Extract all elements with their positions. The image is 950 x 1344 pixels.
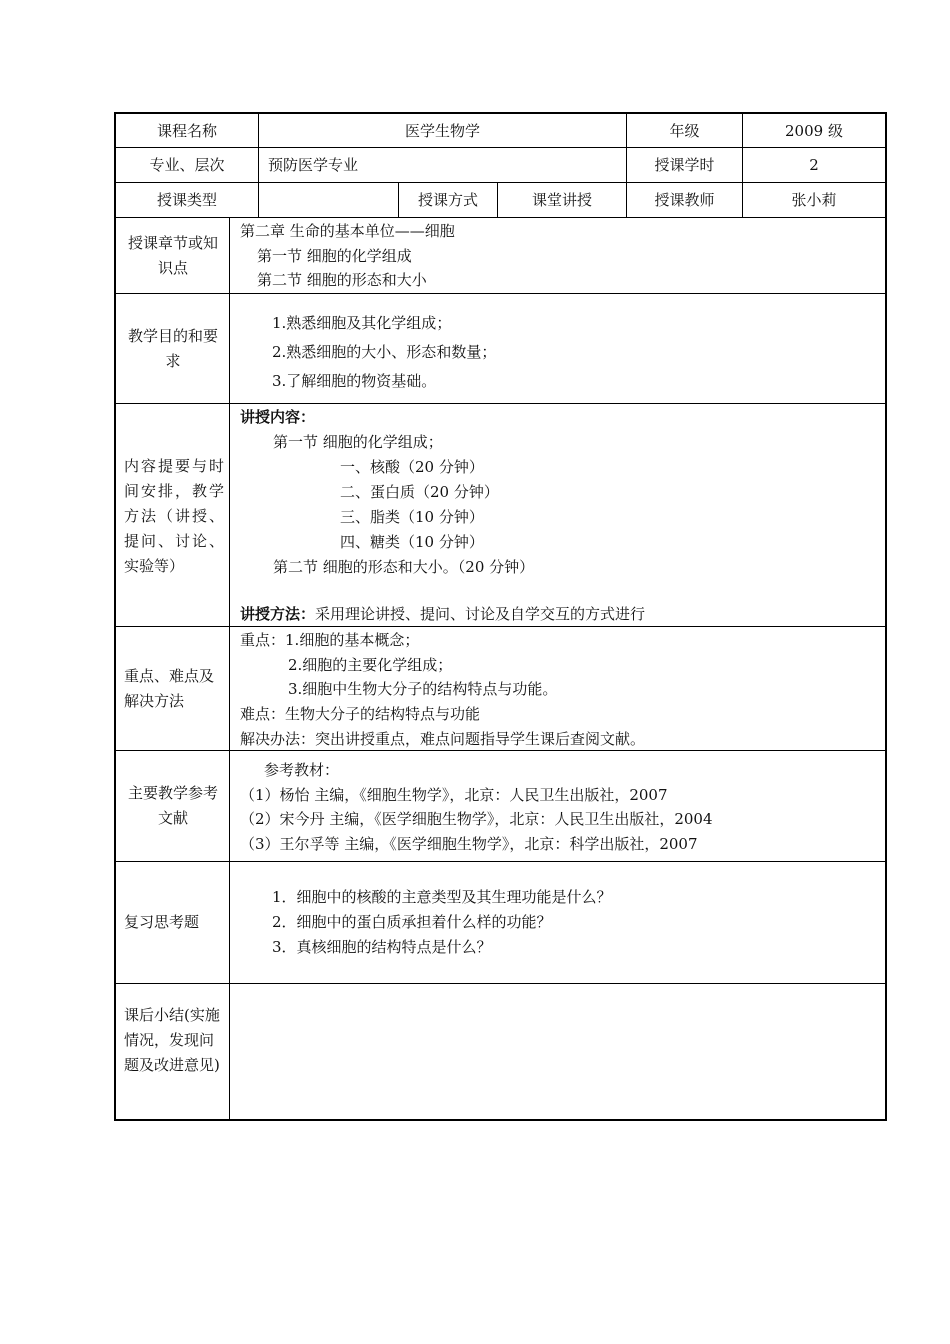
reference-item: （2）宋今丹 主编，《医学细胞生物学》，北京：人民卫生出版社，2004 — [240, 810, 713, 828]
objective-item: 3.了解细胞的物资基础。 — [272, 372, 437, 390]
content-section: 第二节 细胞的形态和大小。（20 分钟） — [273, 558, 535, 576]
course-name-label: 课程名称 — [156, 121, 217, 140]
objective-item: 1.熟悉细胞及其化学组成； — [272, 314, 452, 332]
chapter-line: 第二节 细胞的形态和大小 — [257, 271, 427, 289]
references-heading: 参考教材： — [264, 761, 340, 779]
reference-item: （1）杨怡 主编，《细胞生物学》，北京：人民卫生出版社，2007 — [240, 786, 668, 804]
content-item: 四、糖类（10 分钟） — [340, 533, 484, 551]
teacher-label: 授课教师 — [654, 191, 715, 209]
key-points-label: 重点、难点及解决方法 — [124, 667, 215, 710]
major-label: 专业、层次 — [149, 156, 225, 174]
key-item: 2.细胞的主要化学组成； — [288, 656, 453, 674]
key-line — [240, 628, 419, 653]
border-right — [885, 112, 887, 1121]
hours-value: 2 — [809, 156, 819, 174]
border-left — [114, 112, 116, 1121]
objectives-label: 教学目的和要求 — [127, 326, 218, 370]
content-method — [240, 602, 645, 627]
col-divider — [258, 147, 259, 182]
content-method-text: 采用理论讲授、提问、讨论及自学交互的方式进行 — [315, 605, 646, 623]
objective-item: 2.熟悉细胞的大小、形态和数量； — [272, 343, 497, 361]
type-value — [259, 183, 398, 217]
difficulty-line: 难点：生物大分子的结构特点与功能 — [240, 705, 481, 723]
solution-line: 解决办法：突出讲授重点，难点问题指导学生课后查阅文献。 — [240, 730, 646, 748]
key-item: 3.细胞中生物大分子的结构特点与功能。 — [288, 680, 558, 698]
reference-item: （3）王尔孚等 主编，《医学细胞生物学》，北京：科学出版社，2007 — [240, 835, 698, 853]
review-label: 复习思考题 — [124, 913, 200, 931]
summary-label: 课后小结(实施情况，发现问题及改进意见) — [124, 1006, 220, 1074]
col-divider — [229, 217, 230, 1120]
content-heading: 讲授内容： — [240, 408, 316, 426]
review-item: 1．细胞中的核酸的主意类型及其生理功能是什么？ — [272, 888, 612, 906]
content-item: 二、蛋白质（20 分钟） — [340, 483, 499, 501]
key-prefix: 重点： — [240, 631, 286, 649]
chapter-label: 授课章节或知识点 — [127, 233, 218, 277]
content-item: 三、脂类（10 分钟） — [340, 508, 484, 526]
teacher-value: 张小莉 — [791, 191, 837, 209]
hours-label: 授课学时 — [654, 156, 715, 174]
chapter-line: 第一节 细胞的化学组成 — [257, 247, 412, 265]
grade-label: 年级 — [669, 121, 700, 140]
major-value: 预防医学专业 — [268, 156, 359, 174]
course-name-value: 医学生物学 — [404, 121, 480, 140]
method-label: 授课方式 — [417, 191, 478, 209]
type-label: 授课类型 — [156, 191, 217, 209]
content-label: 内容提要与时间安排，教学方法（讲授、提问、讨论、实验等） — [124, 457, 224, 575]
content-method-heading: 讲授方法： — [240, 605, 316, 623]
content-section: 第一节 细胞的化学组成； — [273, 433, 443, 451]
review-item: 2．细胞中的蛋白质承担着什么样的功能？ — [272, 913, 552, 931]
content-item: 一、核酸（20 分钟） — [340, 458, 484, 476]
references-label: 主要教学参考文献 — [127, 784, 218, 827]
key-item: 1.细胞的基本概念； — [285, 631, 420, 649]
method-value: 课堂讲授 — [531, 191, 592, 209]
grade-value: 2009 级 — [785, 121, 843, 140]
review-item: 3．真核细胞的结构特点是什么？ — [272, 938, 492, 956]
chapter-line: 第二章 生命的基本单位——细胞 — [240, 222, 455, 240]
